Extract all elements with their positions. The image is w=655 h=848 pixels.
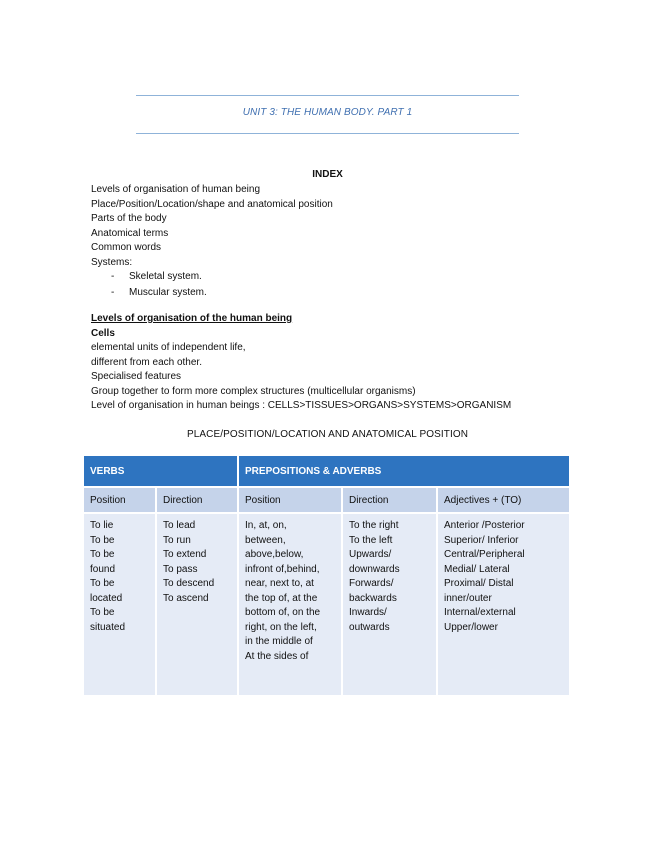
cell-line: Proximal/ Distal xyxy=(444,578,514,589)
index-list xyxy=(91,183,333,300)
document-title: UNIT 3: THE HUMAN BODY. PART 1 xyxy=(242,107,413,118)
table-group-header-row xyxy=(84,456,569,487)
cell-line: Upwards/ xyxy=(349,549,392,560)
anatomical-terms-table xyxy=(84,456,569,695)
cell-line: To lie xyxy=(90,520,114,531)
cell-line: Upper/lower xyxy=(444,621,498,633)
cell-line: To run xyxy=(163,534,191,546)
levels-line: Specialised features xyxy=(91,371,182,382)
table-body-row xyxy=(84,513,569,695)
levels-line: elemental units of independent life, xyxy=(91,342,246,353)
table-subheader-row xyxy=(84,487,569,513)
cell-line: To lead xyxy=(163,520,196,531)
cell-line: above,below, xyxy=(245,549,304,560)
levels-heading: Levels of organisation of the human being xyxy=(91,313,293,324)
dash-bullet: - xyxy=(111,271,115,282)
cells-subheading: Cells xyxy=(91,327,115,339)
index-subitem-label: Muscular system. xyxy=(129,286,207,298)
cell-line: bottom of, on the xyxy=(245,607,321,618)
cell-line: backwards xyxy=(349,592,397,604)
cell-line: outwards xyxy=(349,621,390,633)
index-heading: INDEX xyxy=(312,169,343,180)
cell-line: Inwards/ xyxy=(349,607,387,618)
dash-bullet: - xyxy=(111,286,115,298)
subheader-cell: Position xyxy=(238,487,342,513)
cell-line: the top of, at the xyxy=(245,592,318,604)
index-item: Anatomical terms xyxy=(91,227,169,239)
cell-line: Central/Peripheral xyxy=(444,549,525,560)
cell-line: in the middle of xyxy=(245,636,313,647)
subheader-cell: Position xyxy=(84,487,156,513)
levels-line: Level of organisation in human beings : CELLS>TISSUES>ORGANS>SYSTEMS>ORGANISM xyxy=(91,400,512,411)
cell-line: located xyxy=(90,592,123,604)
index-item: Systems: xyxy=(91,256,133,268)
cell-line: To ascend xyxy=(163,592,209,604)
title-bottom-rule xyxy=(136,133,519,134)
cell-line: To extend xyxy=(163,549,207,560)
index-subitem-label: Skeletal system. xyxy=(129,271,202,282)
index-subitem xyxy=(91,286,333,301)
cell-line: Forwards/ xyxy=(349,578,394,589)
verbs-direction-cell xyxy=(156,513,238,695)
cell-line: To descend xyxy=(163,578,215,589)
levels-section xyxy=(91,312,511,414)
index-item: Place/Position/Location/shape and anatomical position xyxy=(91,198,333,210)
index-item: Parts of the body xyxy=(91,213,167,224)
cell-line: To be xyxy=(90,549,115,560)
index-item: Levels of organisation of human being xyxy=(91,184,261,195)
prepositions-position-cell xyxy=(238,513,342,695)
verbs-header: VERBS xyxy=(84,456,238,487)
cell-line: To the right xyxy=(349,520,399,531)
cell-line: Superior/ Inferior xyxy=(444,534,519,546)
cell-line: Anterior /Posterior xyxy=(444,520,525,531)
cell-line: inner/outer xyxy=(444,592,492,604)
cell-line: situated xyxy=(90,621,126,633)
cell-line: Internal/external xyxy=(444,607,516,618)
cell-line: found xyxy=(90,563,116,575)
cell-line: To be xyxy=(90,607,115,618)
cell-line: To the left xyxy=(349,534,393,546)
subheader-cell: Adjectives + (TO) xyxy=(437,487,569,513)
cell-line: To be xyxy=(90,578,115,589)
title-top-rule xyxy=(136,95,519,96)
verbs-position-cell xyxy=(84,513,156,695)
cell-line: At the sides of xyxy=(245,650,309,662)
cell-line: near, next to, at xyxy=(245,578,314,589)
levels-line: Group together to form more complex structures (multicellular organisms) xyxy=(91,385,416,397)
subheader-cell: Direction xyxy=(156,487,238,513)
prepositions-direction-cell xyxy=(342,513,437,695)
cell-line: downwards xyxy=(349,563,400,575)
adjectives-cell xyxy=(437,513,569,695)
prepositions-header: PREPOSITIONS & ADVERBS xyxy=(238,456,569,487)
cell-line: To be xyxy=(90,534,115,546)
cell-line: right, on the left, xyxy=(245,621,317,633)
cell-line: Medial/ Lateral xyxy=(444,563,510,575)
table-section-title: PLACE/POSITION/LOCATION AND ANATOMICAL POSITION xyxy=(186,429,469,440)
cell-line: To pass xyxy=(163,563,198,575)
cell-line: In, at, on, xyxy=(245,520,287,531)
index-subitem xyxy=(91,270,333,285)
cell-line: infront of,behind, xyxy=(245,563,320,575)
cell-line: between, xyxy=(245,534,286,546)
index-item: Common words xyxy=(91,242,162,253)
subheader-cell: Direction xyxy=(342,487,437,513)
levels-line: different from each other. xyxy=(91,356,202,368)
